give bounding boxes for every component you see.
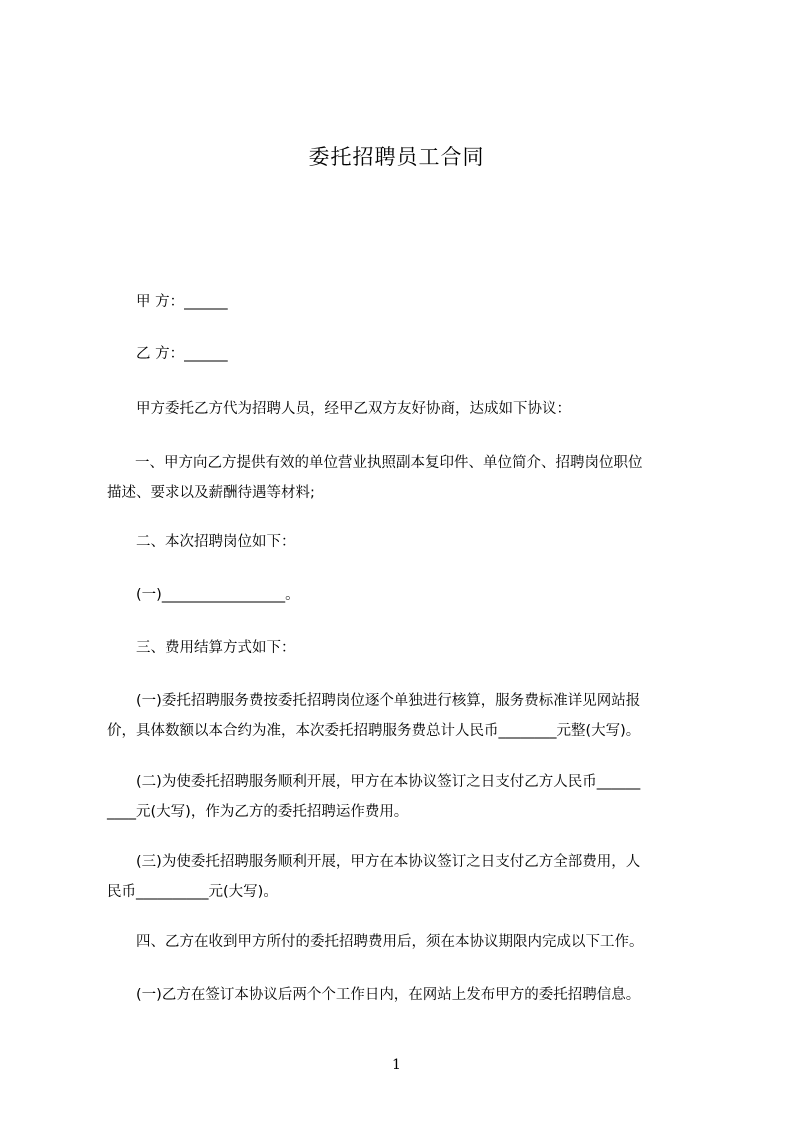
clause-3-heading: 三、费用结算方式如下： — [136, 640, 296, 656]
clause-3-item-1 — [107, 686, 701, 746]
clause-4-heading: 四、乙方在收到甲方所付的委托招聘费用后，须在本协议期限内完成以下工作。 — [136, 934, 644, 950]
clause-3-item-1-line-1: (一)委托招聘服务费按委托招聘岗位逐个单独进行核算，服务费标准详见网站报 — [136, 693, 641, 709]
clause-3-item-3 — [107, 847, 701, 907]
document-title: 委托招聘员工合同 — [308, 145, 485, 169]
party-b-line: 乙 方：______ — [136, 346, 228, 362]
clause-3-item-3-line-2: 民币__________元(大写)。 — [107, 884, 278, 900]
clause-3-item-1-line-2: 价，具体数额以本合约为准，本次委托招聘服务费总计人民币________元整(大写)。 — [107, 723, 641, 739]
page-number: 1 — [392, 1057, 401, 1073]
clause-4-item-1: (一)乙方在签订本协议后两个个工作日内，在网站上发布甲方的委托招聘信息。 — [136, 987, 641, 1003]
clause-1 — [107, 448, 701, 508]
clause-3-item-3-line-1: (三)为使委托招聘服务顺利开展，甲方在本协议签订之日支付乙方全部费用，人 — [136, 854, 641, 870]
clause-1-line-2: 描述、要求以及薪酬待遇等材料; — [107, 485, 315, 501]
clause-3-item-2 — [107, 767, 701, 827]
party-a-line: 甲 方：______ — [136, 294, 228, 310]
clause-3-item-2-line-1: (二)为使委托招聘服务顺利开展，甲方在本协议签订之日支付乙方人民币______ — [136, 774, 641, 790]
clause-3-item-2-line-2: ____元(大写)，作为乙方的委托招聘运作费用。 — [107, 804, 409, 820]
intro-paragraph: 甲方委托乙方代为招聘人员，经甲乙双方友好协商，达成如下协议： — [136, 401, 571, 417]
clause-1-line-1: 一、甲方向乙方提供有效的单位营业执照副本复印件、单位简介、招聘岗位职位 — [135, 455, 643, 471]
clause-2-heading: 二、本次招聘岗位如下： — [136, 534, 296, 550]
clause-2-item-1: (一)_________________。 — [136, 587, 300, 603]
